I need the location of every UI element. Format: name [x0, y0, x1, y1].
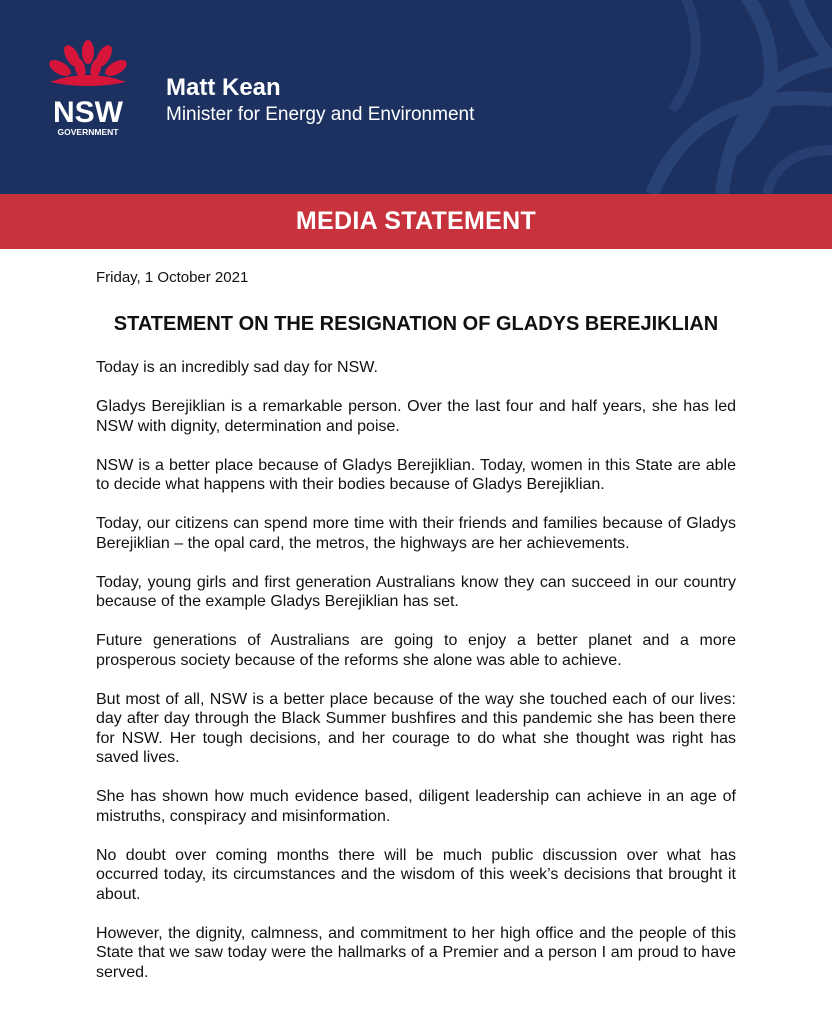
media-statement-banner — [0, 194, 832, 249]
paragraph: Gladys Berejiklian is a remarkable person. Over the last four and half years, she has led NSW with dignity, determination and poise. — [96, 398, 736, 435]
statement-body — [0, 269, 832, 982]
paragraph: NSW is a better place because of Gladys Berejiklian. Today, women in this State are able to decide what happens with their bodies because of Gladys Berejiklian. — [96, 456, 736, 493]
statement-title: STATEMENT ON THE RESIGNATION OF GLADYS BEREJIKLIAN — [113, 313, 719, 335]
paragraph: She has shown how much evidence based, diligent leadership can achieve in an age of mistruths, conspiracy and misinformation. — [96, 788, 736, 825]
letterhead-header — [0, 0, 832, 194]
nsw-government-logo — [42, 38, 134, 138]
minister-title: Minister for Energy and Environment — [166, 104, 475, 125]
paragraph: Today, our citizens can spend more time with their friends and families because of Gladys Berejiklian – the opal card, the metros, the highways are her achievements. — [96, 515, 736, 552]
paragraph: Today is an incredibly sad day for NSW. — [96, 359, 378, 376]
svg-text:NSW: NSW — [53, 96, 123, 129]
paragraph: However, the dignity, calmness, and commitment to her high office and the people of this State that we saw today were the hallmarks of a Premier and a person I am proud to have served. — [96, 924, 736, 981]
banner-label: MEDIA STATEMENT — [295, 207, 537, 235]
statement-date: Friday, 1 October 2021 — [96, 269, 249, 286]
paragraph: No doubt over coming months there will be much public discussion over what has occurred today, its circumstances and the wisdom of this week’s decisions that brought it about. — [96, 846, 736, 903]
waratah-decoration — [532, 0, 832, 194]
svg-text:GOVERNMENT: GOVERNMENT — [57, 127, 119, 137]
paragraph: But most of all, NSW is a better place because of the way she touched each of our lives: day after day through the Black Summer bushfires and this pandemic she has been there for NSW. Her tough decisions, and her courage to do what she thought was right has saved lives. — [96, 690, 736, 766]
minister-name: Matt Kean — [166, 74, 281, 101]
paragraph: Future generations of Australians are going to enjoy a better planet and a more prosperous society because of the reforms she alone was able to achieve. — [96, 632, 736, 669]
paragraph: Today, young girls and first generation Australians know they can succeed in our country because of the example Gladys Berejiklian has set. — [96, 573, 736, 610]
